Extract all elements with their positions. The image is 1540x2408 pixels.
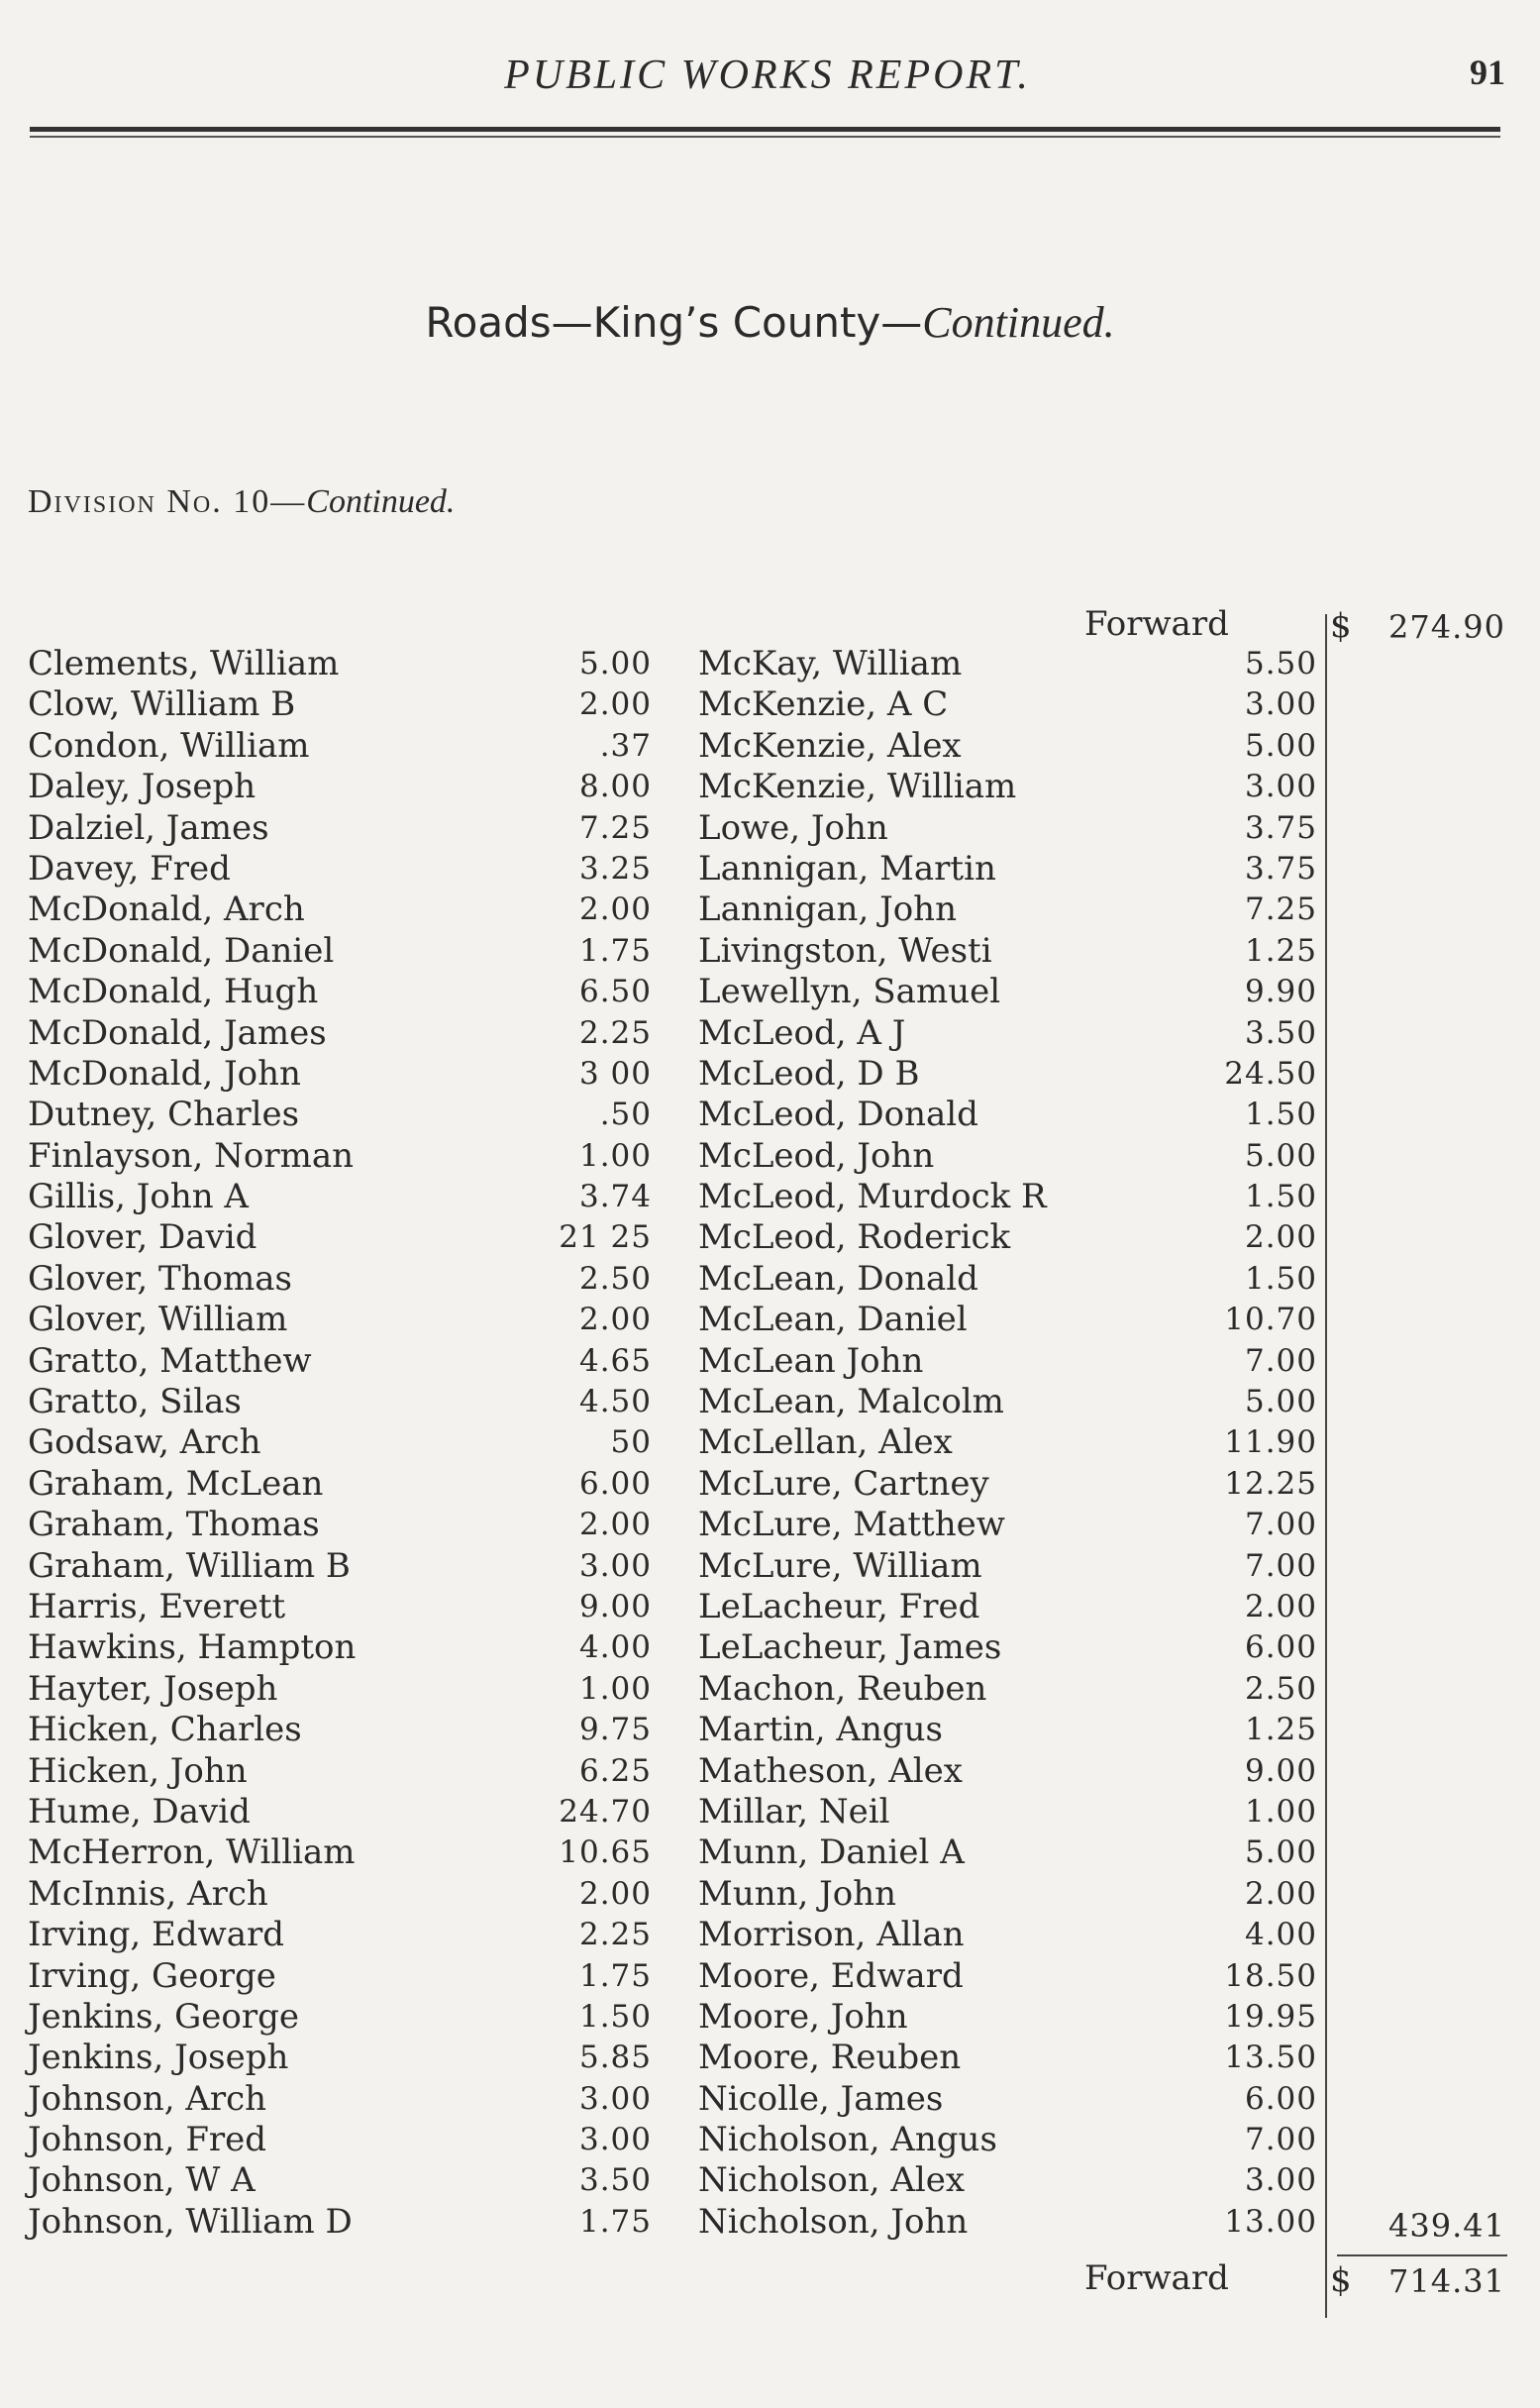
entry-name: McLeod, A J [698, 1012, 906, 1053]
entry-amount: 18.50 [1224, 1957, 1317, 1994]
entry-name: Johnson, Fred [28, 2120, 267, 2160]
entry-amount: 8.00 [578, 769, 652, 805]
entry-amount: 13.00 [1224, 2203, 1317, 2240]
entry-amount: 3.50 [1244, 1014, 1317, 1051]
header-rule [30, 127, 1500, 132]
dollar-sign-bottom: $ [1330, 2260, 1352, 2300]
entry-amount: 2.25 [578, 1917, 652, 1953]
entry-name: McHerron, William [28, 1832, 356, 1873]
entry-name: Gillis, John A [28, 1177, 249, 1217]
entry-row [698, 684, 1317, 725]
entry-name: LeLacheur, James [698, 1627, 1002, 1668]
entry-row [698, 1217, 1317, 1258]
entry-amount: 5.00 [578, 646, 652, 681]
entry-amount: 1.50 [1244, 1260, 1317, 1297]
entry-row [698, 1587, 1317, 1627]
entry-name: Condon, William [28, 725, 310, 766]
entry-amount: 50 [610, 1424, 652, 1461]
entry-amount: 10.65 [559, 1834, 652, 1871]
running-title: PUBLIC WORKS REPORT. [504, 52, 1031, 98]
entry-row [698, 1300, 1317, 1340]
entry-row [28, 1464, 652, 1505]
entry-amount: 3.00 [578, 2122, 652, 2158]
entry-row [698, 1832, 1317, 1873]
entry-row [28, 1422, 652, 1463]
entry-row [28, 972, 652, 1012]
entry-row [28, 2202, 652, 2243]
entry-name: McLean John [698, 1340, 924, 1381]
entry-name: Johnson, W A [28, 2160, 256, 2201]
entry-row [28, 767, 652, 807]
entry-name: Glover, William [28, 1300, 288, 1340]
entry-row [698, 1422, 1317, 1463]
entry-amount: 6.00 [1244, 2080, 1317, 2117]
forward-label-top: Forward [1084, 604, 1229, 644]
section-title [0, 297, 1540, 348]
entry-row [698, 2079, 1317, 2120]
entry-amount: 2.00 [578, 1875, 652, 1912]
entry-row [698, 1136, 1317, 1177]
entry-name: Moore, Reuben [698, 2038, 962, 2078]
entry-name: McKay, William [698, 644, 963, 683]
entry-row [28, 1054, 652, 1095]
entry-amount: 7.00 [1244, 1547, 1317, 1584]
entry-name: McKenzie, Alex [698, 725, 962, 766]
entry-name: Nicolle, James [698, 2078, 944, 2119]
entry-row [28, 890, 652, 930]
entry-name: Hayter, Joseph [28, 1668, 278, 1709]
entry-row [698, 1382, 1317, 1422]
entry-row [698, 1710, 1317, 1750]
entry-amount: 3.00 [578, 1547, 652, 1584]
entry-row [28, 1341, 652, 1382]
page-number: 91 [1470, 52, 1505, 92]
entry-amount: 6.00 [1244, 1629, 1317, 1666]
entry-name: McKenzie, William [698, 767, 1017, 807]
entry-name: Johnson, Arch [28, 2078, 267, 2119]
entry-amount: 7.00 [1244, 1507, 1317, 1543]
entry-amount: 13.50 [1224, 2040, 1317, 2076]
entry-row [28, 1956, 652, 1997]
entry-row [698, 2120, 1317, 2160]
entry-amount: 7.25 [1244, 891, 1317, 928]
entry-name: Davey, Fred [28, 848, 231, 889]
entry-row [28, 726, 652, 767]
entry-amount: 2.00 [578, 891, 652, 928]
entry-amount: 3.75 [1244, 809, 1317, 846]
entry-name: Dutney, Charles [28, 1095, 300, 1135]
header-rule-thin [30, 136, 1500, 138]
entry-amount: 6.25 [578, 1752, 652, 1789]
entry-name: Munn, John [698, 1873, 897, 1914]
entry-amount: 4.65 [578, 1342, 652, 1379]
entry-name: Clow, William B [28, 684, 296, 725]
entry-row [28, 2079, 652, 2120]
entry-name: Graham, McLean [28, 1463, 324, 1504]
entry-row [28, 1669, 652, 1710]
entry-name: Graham, William B [28, 1545, 351, 1586]
entry-row [28, 1874, 652, 1915]
entry-amount: 5.85 [578, 2040, 652, 2076]
entry-row [28, 1505, 652, 1545]
entry-name: McLure, William [698, 1545, 982, 1586]
entry-name: McLure, Cartney [698, 1463, 989, 1504]
entry-row [698, 1013, 1317, 1054]
entry-name: Matheson, Alex [698, 1750, 963, 1791]
entry-name: McLeod, Murdock R [698, 1177, 1047, 1217]
entry-amount: 24.70 [559, 1793, 652, 1830]
section-title-text: Roads—King’s County— [425, 298, 923, 347]
entry-name: Dalziel, James [28, 807, 269, 848]
entry-name: Lowe, John [698, 807, 888, 848]
entry-name: Moore, John [698, 1996, 908, 2037]
entry-amount: 24.50 [1224, 1055, 1317, 1092]
entry-row [28, 644, 652, 684]
entry-name: Finlayson, Norman [28, 1135, 355, 1176]
entry-row [28, 931, 652, 972]
entry-row [698, 1095, 1317, 1135]
entry-row [698, 2202, 1317, 2243]
entry-amount: 2.00 [578, 1302, 652, 1338]
entry-amount: 9.90 [1244, 974, 1317, 1010]
entry-amount: 1.00 [1244, 1793, 1317, 1830]
entry-row [28, 1095, 652, 1135]
entry-name: McDonald, James [28, 1012, 327, 1053]
entry-row [698, 644, 1317, 684]
entry-name: Lannigan, Martin [698, 848, 996, 889]
entry-row [28, 1627, 652, 1668]
entry-amount: 3 00 [578, 1055, 652, 1092]
entry-row [28, 1217, 652, 1258]
entry-name: Morrison, Allan [698, 1915, 965, 1955]
entry-amount: 1.75 [578, 1957, 652, 1994]
running-head [30, 52, 1505, 101]
entry-name: McDonald, Arch [28, 890, 305, 930]
entry-amount: 1.25 [1244, 1712, 1317, 1748]
entry-amount: 4.00 [578, 1629, 652, 1666]
entry-row [28, 1997, 652, 2038]
entry-row [698, 808, 1317, 849]
entry-amount: 3.75 [1244, 850, 1317, 887]
entry-amount: 3.74 [578, 1179, 652, 1215]
entry-row [698, 1669, 1317, 1710]
dollar-sign-top: $ [1330, 606, 1352, 646]
entry-amount: 2.00 [1244, 1875, 1317, 1912]
entry-row [28, 1792, 652, 1832]
entry-amount: 2.50 [578, 1260, 652, 1297]
entry-name: McLeod, D B [698, 1053, 920, 1094]
entry-name: McInnis, Arch [28, 1873, 268, 1914]
entry-amount: 3.00 [1244, 2162, 1317, 2199]
entry-row [698, 1792, 1317, 1832]
entry-row [698, 1341, 1317, 1382]
entry-amount: 5.00 [1244, 1384, 1317, 1420]
entry-row [698, 1874, 1317, 1915]
entry-name: Nicholson, Angus [698, 2120, 997, 2160]
entry-name: McLean, Daniel [698, 1300, 968, 1340]
entry-row [28, 1751, 652, 1792]
entry-name: Glover, Thomas [28, 1258, 292, 1299]
entry-amount: 3.00 [578, 2080, 652, 2117]
entry-name: Hume, David [28, 1791, 251, 1832]
entry-amount: 2.25 [578, 1014, 652, 1051]
entry-name: Clements, William [28, 644, 340, 683]
entry-row [698, 972, 1317, 1012]
entry-amount: 9.75 [578, 1712, 652, 1748]
entry-row [28, 1013, 652, 1054]
entry-name: Harris, Everett [28, 1586, 286, 1626]
entry-row [698, 726, 1317, 767]
entry-amount: 6.00 [578, 1465, 652, 1502]
entry-name: McLeod, Roderick [698, 1217, 1011, 1258]
entry-name: McDonald, John [28, 1053, 301, 1094]
entry-amount: 5.00 [1244, 1834, 1317, 1871]
entry-name: Johnson, William D [28, 2201, 353, 2242]
entry-amount: 21 25 [559, 1219, 652, 1256]
entry-row [28, 1136, 652, 1177]
entry-row [28, 1546, 652, 1587]
entry-amount: 11.90 [1224, 1424, 1317, 1461]
entry-row [28, 1832, 652, 1873]
entry-amount: 1.50 [578, 1998, 652, 2035]
entry-row [28, 1710, 652, 1750]
entry-name: Daley, Joseph [28, 767, 257, 807]
entry-name: Moore, Edward [698, 1955, 964, 1996]
subtotal-amount: 439.41 [1388, 2207, 1505, 2245]
entry-row [28, 2120, 652, 2160]
entry-name: LeLacheur, Fred [698, 1586, 980, 1626]
entry-amount: 1.75 [578, 932, 652, 969]
entry-row [698, 1259, 1317, 1300]
entry-row [28, 1177, 652, 1217]
entry-name: Martin, Angus [698, 1710, 943, 1750]
entry-amount: 2.00 [578, 686, 652, 723]
entry-row [28, 1259, 652, 1300]
entry-row [698, 1627, 1317, 1668]
entry-amount: 3.00 [1244, 769, 1317, 805]
entry-amount: 4.50 [578, 1384, 652, 1420]
entry-amount: 9.00 [1244, 1752, 1317, 1789]
entry-amount: 1.75 [578, 2203, 652, 2240]
forward-label-bottom: Forward [1084, 2258, 1229, 2298]
entry-amount: 6.50 [578, 974, 652, 1010]
entry-amount: 19.95 [1224, 1998, 1317, 2035]
entry-row [28, 808, 652, 849]
entry-amount: 7.00 [1244, 1342, 1317, 1379]
entry-row [28, 1300, 652, 1340]
entry-row [698, 849, 1317, 890]
entry-name: Lewellyn, Samuel [698, 972, 1001, 1012]
section-title-continued: Continued. [922, 298, 1115, 347]
entry-amount: 9.00 [578, 1588, 652, 1624]
entry-row [28, 684, 652, 725]
entry-name: Munn, Daniel A [698, 1832, 965, 1873]
left-column-list [28, 644, 652, 2243]
entry-name: Irving, George [28, 1955, 276, 1996]
entry-name: Lannigan, John [698, 890, 957, 930]
column-rule [1325, 614, 1327, 2318]
entry-name: Hawkins, Hampton [28, 1627, 357, 1668]
entry-row [698, 1546, 1317, 1587]
entry-row [28, 1587, 652, 1627]
entry-row [698, 1464, 1317, 1505]
entry-name: Gratto, Matthew [28, 1340, 312, 1381]
entry-name: Hicken, John [28, 1750, 248, 1791]
entry-amount: 3.50 [578, 2162, 652, 2199]
entry-row [698, 767, 1317, 807]
entry-name: McLean, Donald [698, 1258, 978, 1299]
entry-amount: 5.50 [1244, 646, 1317, 681]
entry-row [698, 1505, 1317, 1545]
entry-amount: 1.50 [1244, 1097, 1317, 1133]
entry-name: Jenkins, Joseph [28, 2038, 289, 2078]
entry-name: Nicholson, John [698, 2201, 969, 2242]
forward-amount-bottom: 714.31 [1388, 2262, 1505, 2300]
entry-amount: 2.00 [1244, 1219, 1317, 1256]
entry-name: McLeod, Donald [698, 1095, 978, 1135]
entry-amount: 3.00 [1244, 686, 1317, 723]
entry-row [28, 1382, 652, 1422]
entry-name: McKenzie, A C [698, 684, 949, 725]
entry-name: Jenkins, George [28, 1996, 299, 2037]
entry-row [28, 2160, 652, 2201]
entry-name: Irving, Edward [28, 1915, 285, 1955]
entry-name: McLean, Malcolm [698, 1382, 1004, 1422]
division-continued: Continued. [306, 483, 456, 520]
entry-amount: .37 [599, 727, 652, 764]
entry-name: McLure, Matthew [698, 1505, 1005, 1545]
entry-amount: 1.50 [1244, 1179, 1317, 1215]
entry-amount: 12.25 [1224, 1465, 1317, 1502]
entry-name: McDonald, Daniel [28, 930, 335, 971]
entry-name: Hicken, Charles [28, 1710, 302, 1750]
entry-row [698, 2038, 1317, 2078]
entry-row [698, 931, 1317, 972]
entry-amount: 1.00 [578, 1137, 652, 1174]
entry-row [28, 849, 652, 890]
entry-amount: .50 [599, 1097, 652, 1133]
entry-name: Gratto, Silas [28, 1382, 242, 1422]
entry-row [698, 2160, 1317, 2201]
entry-name: McLellan, Alex [698, 1422, 953, 1463]
entry-amount: 2.00 [578, 1507, 652, 1543]
entry-amount: 1.25 [1244, 932, 1317, 969]
entry-name: McLeod, John [698, 1135, 935, 1176]
entry-amount: 2.50 [1244, 1670, 1317, 1707]
entry-row [698, 1956, 1317, 1997]
entry-row [28, 2038, 652, 2078]
entry-name: Godsaw, Arch [28, 1422, 261, 1463]
entry-amount: 7.25 [578, 809, 652, 846]
entry-row [698, 1177, 1317, 1217]
entry-amount: 5.00 [1244, 1137, 1317, 1174]
forward-amount-top: 274.90 [1388, 608, 1505, 646]
entry-row [698, 890, 1317, 930]
entry-row [28, 1915, 652, 1955]
entry-name: Millar, Neil [698, 1791, 890, 1832]
middle-column-list [698, 644, 1317, 2243]
entry-amount: 10.70 [1224, 1302, 1317, 1338]
entry-name: Graham, Thomas [28, 1505, 320, 1545]
entry-name: Nicholson, Alex [698, 2160, 966, 2201]
entry-row [698, 1751, 1317, 1792]
division-heading [28, 483, 455, 521]
entry-name: Machon, Reuben [698, 1668, 987, 1709]
entry-row [698, 1997, 1317, 2038]
entry-row [698, 1054, 1317, 1095]
entry-amount: 7.00 [1244, 2122, 1317, 2158]
entry-row [698, 1915, 1317, 1955]
entry-amount: 1.00 [578, 1670, 652, 1707]
entry-name: Glover, David [28, 1217, 257, 1258]
entry-amount: 4.00 [1244, 1917, 1317, 1953]
entry-name: Livingston, Westi [698, 930, 992, 971]
subtotal-rule [1337, 2254, 1507, 2256]
entry-amount: 2.00 [1244, 1588, 1317, 1624]
entry-amount: 3.25 [578, 850, 652, 887]
entry-name: McDonald, Hugh [28, 972, 319, 1012]
division-label: Division No. 10— [28, 483, 307, 520]
entry-amount: 5.00 [1244, 727, 1317, 764]
